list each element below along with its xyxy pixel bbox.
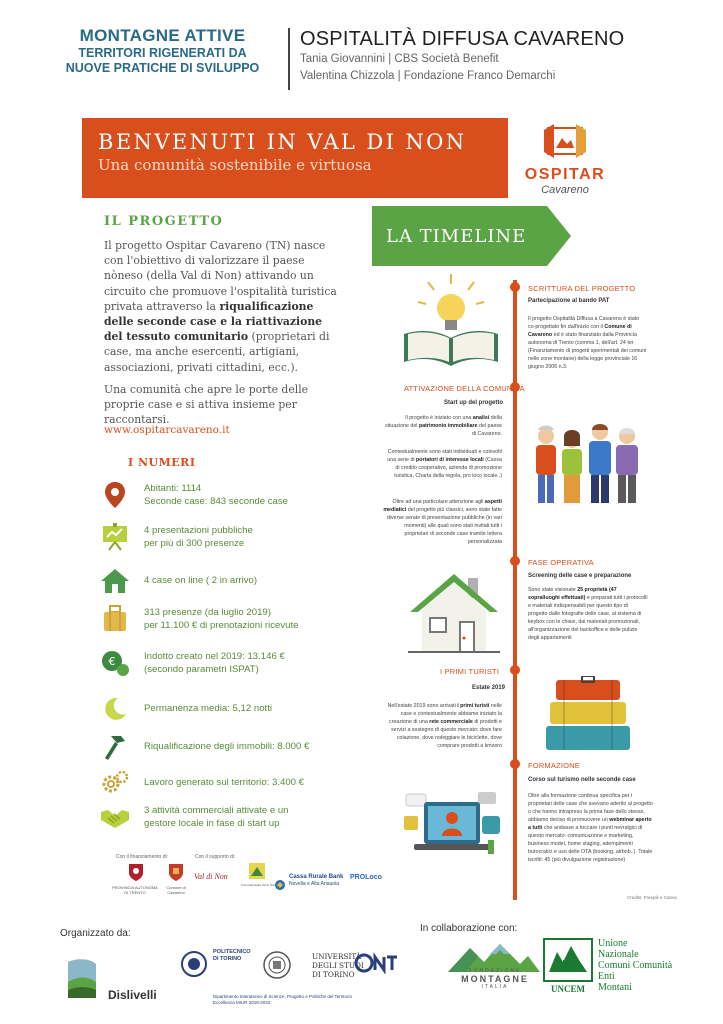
s2-text: della situazione del [385, 415, 502, 429]
timeline-line [513, 280, 517, 900]
timeline-dot [510, 759, 520, 769]
dislivelli-name: Dislivelli [108, 988, 157, 1002]
people-illustration [524, 418, 644, 512]
logo-name: OSPITAR [524, 166, 606, 183]
laptop-webinar-icon [398, 788, 506, 866]
credits-label: Credits: Freepik e Canva [627, 895, 677, 900]
s2-text: del progetto più classici, sono state fatte diverse serate di presentazione pubbliche (in vari momenti) alle quali sono stati invitati tutti i proprietari di seconde case tramite lettera personalizzata [386, 507, 502, 545]
hammer-icon [100, 732, 130, 762]
dislivelli-mountain-icon [66, 952, 106, 1000]
timeline-s1-title: SCRITTURA DEL PROGETTO [528, 284, 636, 293]
s4-text: di prodotti e servizi a sostegno di questo mercato: dove fare colazione, dove noleggiare le biciclette, dove comprare prodotti a kmzero [391, 719, 502, 749]
numeri-item [100, 768, 350, 798]
uncem-town-icon [543, 938, 593, 982]
uncem-emblem [543, 938, 593, 986]
ospitar-logo-icon [542, 122, 588, 160]
organized-by-label: Organizzato da: [60, 928, 131, 939]
progetto-text-a: Il progetto Ospitar Cavareno (TN) nasce con l'obiettivo di valorizzare il paese nòneso (della Val di Non) attivando un circuito che promuove l'ospitalità turistica privata attraverso la [104, 239, 337, 313]
fondazione-line-3: ITALIA [481, 984, 509, 990]
timeline-dot [510, 665, 520, 675]
luggage-icon [100, 604, 130, 634]
fondazione-text [450, 968, 540, 990]
polito-seal-icon [180, 950, 208, 978]
valdinon-logo: Val di Non [194, 872, 228, 881]
s4-text: nelle case e contestualmente abbiamo iniziato la creazione di una [388, 703, 502, 725]
numeri-line: (secondo parametri ISPAT) [144, 664, 259, 675]
s3-text: Sono state visionate [528, 587, 578, 593]
pat-crest-icon [128, 862, 144, 882]
numeri-item [100, 480, 350, 510]
s2-text: Contestualmente sono stati individuati e coinvolti una serie di [387, 449, 502, 463]
book-lightbulb-icon [398, 272, 504, 372]
gears-icon [100, 768, 130, 798]
banner-subtitle: Una comunità sostenibile e virtuosa [98, 156, 372, 174]
timeline-s4-body [382, 702, 502, 750]
numeri-line: per 11.100 € di prenotazioni ricevute [144, 620, 299, 631]
s5-text: Oltre alla formazione continua specifica per i proprietari delle case che avevano aderito al progetto o che hanno intrapreso la prima fase dello stesso, abbiamo deciso di promuovere un [528, 793, 653, 823]
numeri-line: 3 attività commerciali attivate e un [144, 804, 289, 816]
s4-text: Nell'estate 2019 sono arrivati [387, 703, 458, 709]
s3-text-bold: 25 proprietà (47 sopralluoghi effettuati) [528, 587, 617, 601]
welcome-banner [82, 118, 508, 198]
handshake-icon [100, 802, 130, 832]
s1-text: Il progetto Ospitalità Diffusa a Cavareno è stato co-progettato fin dall'inizio con il [528, 316, 640, 330]
svg-text:€: € [108, 655, 116, 668]
cassa-rurale-icon [274, 876, 286, 895]
pat-logo [128, 862, 144, 886]
numeri-line: Permanenza media: 5,12 notti [144, 703, 272, 715]
timeline-s4-sub: Estate 2019 [472, 685, 506, 691]
pat-label: PROVINCIA AUTONOMA DI TRENTO [112, 885, 158, 895]
presentation-icon [100, 522, 130, 552]
logo-place: Cavareno [541, 184, 589, 196]
unito-line-3: DI TORINO [312, 970, 355, 979]
euro-coins-icon [100, 648, 130, 678]
numeri-line: Indotto creato nel 2019: 13.146 € [144, 650, 285, 662]
s2-text: del paese di Cavareno. [471, 423, 502, 437]
house-icon [408, 570, 500, 654]
unito-line-1: UNIVERSITÀ [312, 952, 362, 961]
moon-icon [100, 694, 130, 724]
suitcases-illustration [544, 676, 634, 758]
timeline-s5-body [528, 792, 654, 864]
timeline-s4-title: I PRIMI TURISTI [440, 667, 500, 676]
cassa-rurale-sub: Novella e Alta Anaunia [289, 881, 340, 887]
uncem-line-5: Montani [598, 982, 632, 993]
timeline-dot [510, 556, 520, 566]
fondazione-line-1: FONDAZIONE [468, 968, 522, 974]
numeri-item [100, 694, 350, 724]
s2-text-bold: aspetti mediatici [383, 499, 502, 513]
timeline-s3-title: FASE OPERATIVA [528, 558, 594, 567]
timeline-s2-title: ATTIVAZIONE DELLA COMUNITÀ [404, 384, 525, 393]
suitcases-icon [544, 676, 634, 754]
numeri-line: Seconde case: 843 seconde case [144, 496, 289, 507]
authors-line-2: Valentina Chizzola | Fondazione Franco Demarchi [300, 70, 556, 82]
authors-line-1: Tania Giovannini | CBS Società Benefit [300, 53, 499, 65]
timeline-title: LA TIMELINE [372, 206, 547, 266]
s4-text-bold: i primi turisti [457, 703, 490, 709]
header-title-block [300, 28, 624, 85]
timeline-s2-body-1 [382, 414, 502, 438]
header-project-block [55, 26, 270, 76]
s4-text-bold: rete commerciale [429, 719, 473, 725]
numeri-line: per più di 300 presenze [144, 538, 245, 549]
polito-crest [180, 950, 208, 982]
unito-crest [262, 950, 292, 984]
unito-seal-icon [262, 950, 292, 980]
uncem-abbr: UNCEM [551, 984, 585, 994]
dipartimento-label [213, 994, 352, 1006]
polito-line-2: DI TORINO [213, 956, 242, 962]
progetto-title: IL PROGETTO [104, 214, 224, 229]
polito-logo [213, 949, 251, 963]
uncem-line-2: Nazionale [598, 949, 639, 960]
comune-logo [168, 862, 184, 886]
timeline-s2-sub: Start up del progetto [444, 400, 503, 406]
poster-title: OSPITALITÀ DIFFUSA CAVARENO [300, 28, 625, 50]
banner-title: BENVENUTI IN VAL DI NON [98, 130, 467, 154]
comune-label: Comune di Cavareno [166, 885, 186, 895]
timeline-s1-body [528, 315, 648, 371]
s2-text: Il progetto è iniziato con una [405, 415, 473, 421]
s5-text-bold: webminar aperto a tutti [528, 817, 652, 831]
numeri-item [100, 802, 350, 832]
uncem-line-1: Unione [598, 938, 628, 949]
timeline-s1-sub: Partecipazione al bando PAT [528, 298, 610, 304]
s2-text: Oltre ad una particolare attenzione agli [392, 499, 485, 505]
financing-label: Con il finanziamento di: [116, 854, 168, 860]
dipartimento-line-2: Eccellenza MIUR 2018-2022 [213, 1000, 271, 1005]
proloco-logo: PROLoco [350, 874, 382, 881]
progetto-paragraph-2: Una comunità che apre le porte delle proprie case e si attiva insieme per raccontarsi. [104, 383, 309, 427]
timeline-dot [510, 282, 520, 292]
header-divider [288, 28, 290, 90]
progetto-text-c: (proprietari di case, ma anche esercenti, artigiani, associazioni, privati cittadini, ecc.). [104, 330, 330, 374]
house-illustration [408, 570, 500, 658]
comunita-crest-icon [248, 862, 266, 880]
numeri-line: gestore locale in fase di start up [144, 818, 280, 829]
numeri-title: I NUMERI [128, 456, 196, 469]
dist-mark-icon [354, 952, 398, 974]
collaboration-label: In collaborazione con: [420, 923, 518, 934]
comune-crest-icon [168, 862, 184, 882]
cassa-rurale-logo [289, 874, 343, 888]
header-project-title: MONTAGNE ATTIVE [79, 26, 246, 45]
cassa-rurale-name: Cassa Rurale Bank [289, 874, 344, 880]
s2-text-bold: portatori di interesse locali [416, 457, 484, 463]
numeri-line: Lavoro generato sul territorio: 3.400 € [144, 777, 304, 789]
progetto-text-bold: riqualificazione delle seconde case e la riattivazione del tessuto comunitario [104, 299, 323, 344]
comunita-logo [248, 862, 266, 884]
s5-text: che andasse a toccare i punti nevralgici di questo mercato: comunicazione e marketing, business model, home staging, adempimenti burocratici e uso delle OTA (booking, airbnb..). Totale iscritti: 45 (più divulgazione registrazione) [528, 825, 653, 863]
numeri-item [100, 732, 350, 762]
numeri-line: 4 presentazioni pubbliche [144, 524, 253, 536]
progetto-paragraph [104, 238, 339, 375]
s2-text-bold: analisi [472, 415, 490, 421]
timeline-s3-sub: Screening delle case e preparazione [528, 573, 632, 579]
uncem-line-3: Comuni Comunità [598, 960, 673, 971]
s2-text: (Cassa di credito cooperativo, azienda di promozione turistica, Charta della regola, pro loco locale..) [394, 457, 502, 479]
map-pin-icon [100, 480, 130, 510]
numeri-line: 313 presenze (da luglio 2019) [144, 606, 271, 618]
ospitar-logo [515, 122, 615, 196]
numeri-item [100, 604, 350, 634]
header-project-sub1: TERRITORI RIGENERATI DA [78, 46, 247, 60]
uncem-line-4: Enti [598, 971, 615, 982]
book-illustration [398, 272, 504, 376]
uncem-name [598, 938, 672, 993]
numeri-item [100, 566, 350, 596]
webinar-illustration [398, 788, 506, 870]
header-project-sub2: NUOVE PRATICHE DI SVILUPPO [65, 61, 260, 75]
comunita-label: Comunità della Val di Non [240, 883, 276, 887]
s3-text: e preparati tutti i protocolli e materiali indispensabili per questo tipo di progetto dalle fotografie delle case, al sistema di keybox con le chiavi, dai materiali promozionali, all'organizzazione del backoffice e delle pulizie degli appartamenti [528, 595, 648, 641]
numeri-item [100, 522, 350, 552]
fondazione-line-2: MONTAGNE [461, 974, 529, 984]
unito-line-2: DEGLI STUDI [312, 961, 364, 970]
polito-line-1: POLITECNICO [213, 949, 251, 955]
numeri-line: 4 case on line ( 2 in arrivo) [144, 575, 258, 587]
timeline-s5-sub: Corso sul turismo nelle seconde case [528, 777, 636, 783]
s1-text-bold: Comune di Cavareno [528, 324, 632, 338]
timeline-s2-body-3 [382, 498, 502, 546]
numeri-line: Abitanti: 1114 [144, 482, 202, 494]
website-link[interactable]: www.ospitarcavareno.it [104, 424, 230, 436]
s2-text-bold: patrimonio immobiliare [418, 423, 478, 429]
dist-logo [354, 952, 398, 978]
dislivelli-logo [66, 952, 106, 1004]
support-label: Con il supporto di: [195, 854, 236, 860]
dipartimento-line-1: Dipartimento Interateneo di Scienze, Progetto e Politiche del Territorio [213, 994, 352, 999]
timeline-s2-body-2 [382, 448, 502, 480]
s1-text: ed è stato finanziato dalla Provincia autonoma di Trento (comma 1, dell'art. 24 ter (Finanziamento di progetti sperimentali dei comuni nelle zone montane) della legge provinciale 16 giugno 2006 n.3. [528, 332, 647, 370]
numeri-item [100, 648, 350, 678]
timeline-s3-body [528, 586, 648, 642]
home-icon [100, 566, 130, 596]
community-people-icon [524, 418, 644, 508]
numeri-line: Riqualificazione degli immobili: 8.000 € [144, 741, 310, 753]
timeline-s5-title: FORMAZIONE [528, 761, 580, 770]
